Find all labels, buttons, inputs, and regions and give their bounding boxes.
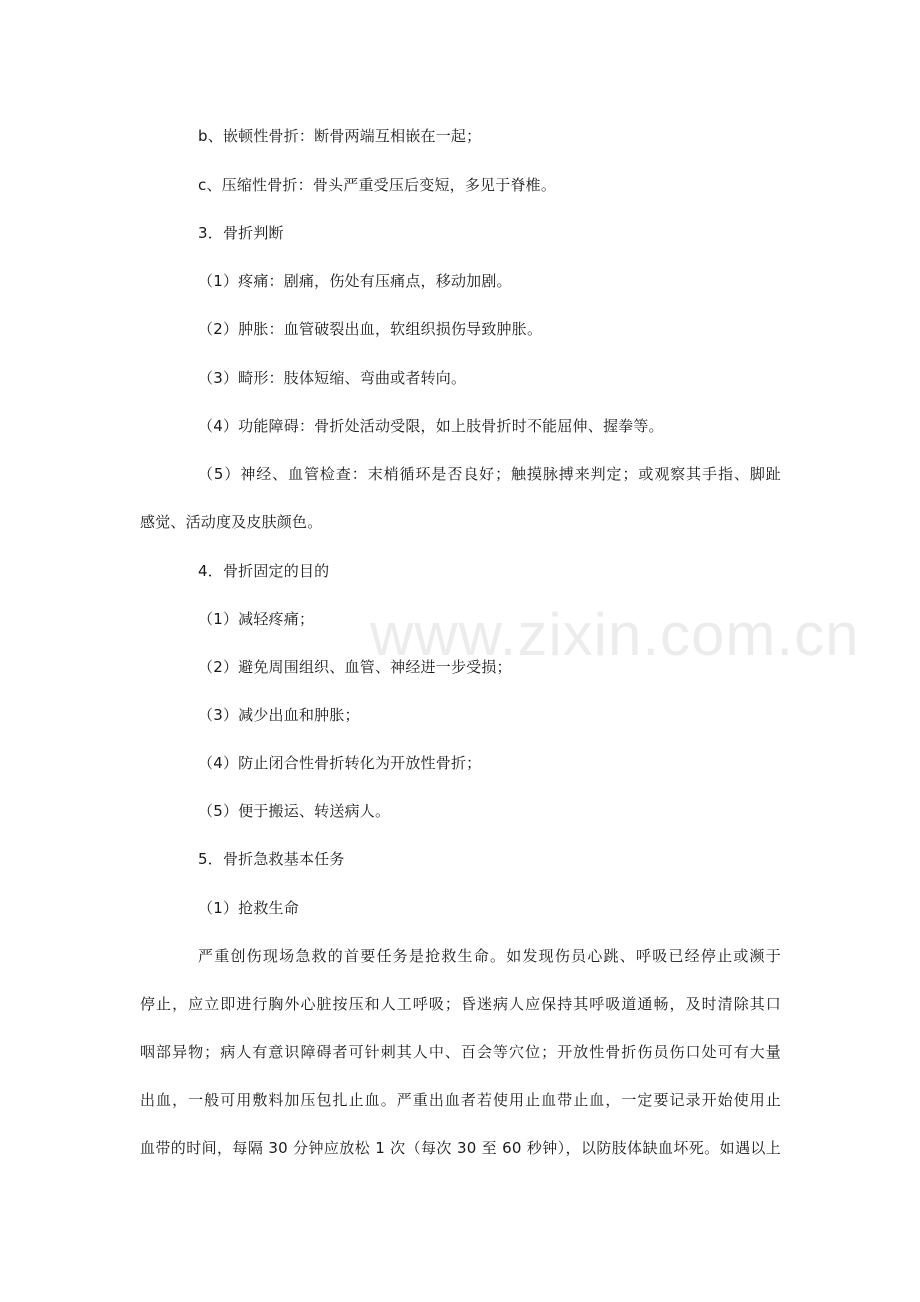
text-line: （2）肿胀：血管破裂出血，软组织损伤导致肿胀。 [198, 320, 543, 338]
text-line: （1）减轻疼痛； [198, 610, 315, 628]
text-line: 咽部异物；病人有意识障碍者可针刺其人中、百会等穴位；开放性骨折伤员伤口处可有大量 [140, 1043, 781, 1061]
text-line: c、压缩性骨折：骨头严重受压后变短，多见于脊椎。 [198, 176, 557, 194]
text-line: b、嵌顿性骨折：断骨两端互相嵌在一起； [198, 127, 482, 145]
text-line: 感觉、活动度及皮肤颜色。 [140, 513, 323, 531]
text-line: （5）神经、血管检查：末梢循环是否良好；触摸脉搏来判定；或观察其手指、脚趾 [198, 465, 781, 483]
text-line: （3）减少出血和肿胀； [198, 706, 360, 724]
section-heading: 4．骨折固定的目的 [198, 562, 330, 580]
section-heading: 3．骨折判断 [198, 224, 284, 242]
text-line: 血带的时间，每隔 30 分钟应放松 1 次（每次 30 至 60 秒钟），以防肢体缺血坏死。如遇以上 [140, 1139, 781, 1157]
text-line: （3）畸形：肢体短缩、弯曲或者转向。 [198, 369, 467, 387]
text-line: 停止，应立即进行胸外心脏按压和人工呼吸；昏迷病人应保持其呼吸道通畅，及时清除其口 [140, 995, 781, 1013]
text-line: 严重创伤现场急救的首要任务是抢救生命。如发现伤员心跳、呼吸已经停止或濒于 [198, 947, 781, 965]
text-line: 出血，一般可用敷料加压包扎止血。严重出血者若使用止血带止血，一定要记录开始使用止 [140, 1091, 781, 1109]
text-line: （1）抢救生命 [198, 899, 299, 917]
text-line: （4）防止闭合性骨折转化为开放性骨折； [198, 754, 482, 772]
text-line: （4）功能障碍：骨折处活动受限，如上肢骨折时不能屈伸、握拳等。 [198, 417, 664, 435]
text-line: （5）便于搬运、转送病人。 [198, 802, 391, 820]
text-line: （2）避免周围组织、血管、神经进一步受损； [198, 658, 512, 676]
watermark: www.zixin.com.cn [370, 601, 860, 668]
text-line: （1）疼痛：剧痛，伤处有压痛点，移动加剧。 [198, 272, 512, 290]
section-heading: 5．骨折急救基本任务 [198, 850, 345, 868]
